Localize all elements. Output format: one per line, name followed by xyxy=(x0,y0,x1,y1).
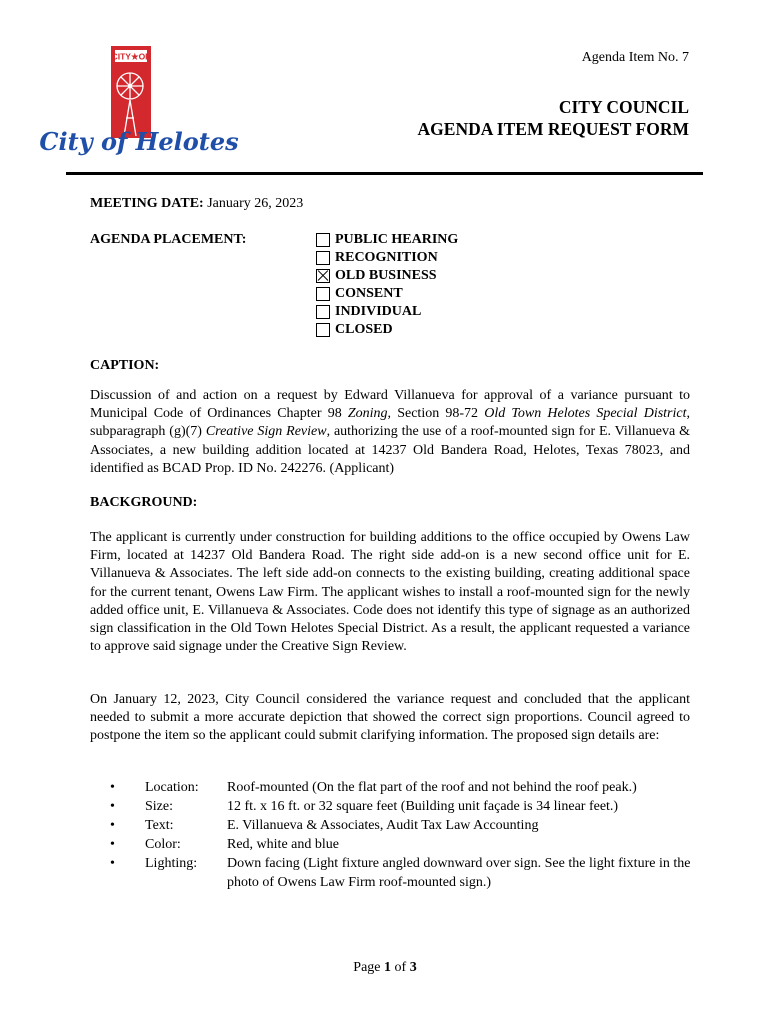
sign-details-list xyxy=(110,778,710,892)
checkbox-individual[interactable] xyxy=(316,305,330,319)
option-label: INDIVIDUAL xyxy=(335,304,422,319)
checkbox-closed[interactable] xyxy=(316,323,330,337)
logo-wordmark: City of Helotes xyxy=(39,127,239,156)
header-divider xyxy=(66,172,703,175)
list-item xyxy=(110,778,710,797)
checkbox-consent[interactable] xyxy=(316,287,330,301)
bullet-icon: • xyxy=(110,818,115,833)
checkbox-old-business[interactable] xyxy=(316,269,330,283)
caption-text xyxy=(90,387,690,478)
agenda-item-number: Agenda Item No. 7 xyxy=(581,50,689,65)
list-item xyxy=(110,797,710,816)
title-line-1: CITY COUNCIL xyxy=(558,97,689,117)
option-label: RECOGNITION xyxy=(335,250,438,265)
caption-text-part: , authorizing the use of a roof-mounted sign for E. Villanueva & Associates, a new building addition located at 14237 Old Bandera Road, Helotes, Texas 78023, and identified as BCAD Prop. ID No. 242276. (Applicant) xyxy=(90,424,690,476)
caption-text-part: , Section 98-72 xyxy=(387,406,485,422)
option-label: OLD BUSINESS xyxy=(335,268,437,283)
page-total: 3 xyxy=(409,960,417,975)
agenda-placement-options xyxy=(316,231,458,339)
page-mid: of xyxy=(391,960,410,975)
form-title xyxy=(418,96,689,140)
option-label: CONSENT xyxy=(335,286,403,301)
caption-heading: CAPTION: xyxy=(90,358,160,373)
bullet-icon: • xyxy=(110,856,115,871)
detail-label: Location: xyxy=(145,780,199,795)
checkbox-recognition[interactable] xyxy=(316,251,330,265)
option-consent[interactable] xyxy=(316,285,458,303)
detail-label: Size: xyxy=(145,799,173,814)
page-footer xyxy=(0,960,770,976)
detail-label: Lighting: xyxy=(145,856,198,871)
caption-italic: Zoning xyxy=(347,406,388,422)
detail-value: Down facing (Light fixture angled downward over sign. See the light fixture in the photo of Owens Law Firm roof-mounted sign.) xyxy=(227,856,691,890)
option-individual[interactable] xyxy=(316,303,458,321)
meeting-date-label: MEETING DATE: xyxy=(90,196,204,211)
list-item xyxy=(110,854,710,892)
page-number: 1 xyxy=(384,960,392,975)
caption-text-part: Discussion of and action on a request by Edward Villanueva for approval of a variance pursuant to Municipal Code of Ordinances Chapter 98 xyxy=(90,388,690,422)
background-heading: BACKGROUND: xyxy=(90,495,198,510)
option-label: PUBLIC HEARING xyxy=(335,232,459,247)
caption-italic: Creative Sign Review xyxy=(205,424,327,440)
option-label: CLOSED xyxy=(335,322,393,337)
option-closed[interactable] xyxy=(316,321,458,339)
meeting-date-value: January 26, 2023 xyxy=(207,196,304,211)
list-item xyxy=(110,816,710,835)
background-paragraph-1: The applicant is currently under construction for building additions to the office occupied by Owens Law Firm, located at 14237 Old Bandera Road. The right side add-on is a new second office unit for E. Villanueva & Associates. The left side add-on connects to the existing building, creating additional space for the current tenant, Owens Law Firm. The applicant wishes to install a roof-mounted sign for the newly added office unit, E. Villanueva & Associates. Code does not identify this type of signage as an authorized sign classification in the Old Town Helotes Special District. As a result, the applicant requested a variance to approve said signage under the Creative Sign Review. xyxy=(90,530,690,655)
meeting-date xyxy=(90,195,303,213)
bullet-icon: • xyxy=(110,837,115,852)
detail-value: 12 ft. x 16 ft. or 32 square feet (Building unit façade is 34 linear feet.) xyxy=(227,799,619,814)
svg-text:CITY★OF: CITY★OF xyxy=(111,51,151,62)
caption-text-part: , subparagraph (g)(7) xyxy=(90,406,690,440)
checkbox-public-hearing[interactable] xyxy=(316,233,330,247)
caption-italic: Old Town Helotes Special District xyxy=(484,406,687,422)
detail-label: Color: xyxy=(145,837,181,852)
bullet-icon: • xyxy=(110,799,115,814)
detail-value: E. Villanueva & Associates, Audit Tax Law Accounting xyxy=(227,818,539,833)
detail-label: Text: xyxy=(145,818,174,833)
city-logo xyxy=(39,46,239,164)
bullet-icon: • xyxy=(110,780,115,795)
list-item xyxy=(110,835,710,854)
option-public-hearing[interactable] xyxy=(316,231,458,249)
agenda-placement-label: AGENDA PLACEMENT: xyxy=(90,232,247,247)
option-recognition[interactable] xyxy=(316,249,458,267)
option-old-business[interactable] xyxy=(316,267,458,285)
title-line-2: AGENDA ITEM REQUEST FORM xyxy=(417,119,689,139)
detail-value: Red, white and blue xyxy=(227,837,339,852)
background-paragraph-2: On January 12, 2023, City Council considered the variance request and concluded that the applicant needed to submit a more accurate depiction that showed the correct sign proportions. Council agreed to postpone the item so the applicant could submit clarifying information. The proposed sign details are: xyxy=(90,692,690,744)
page-prefix: Page xyxy=(353,960,385,975)
detail-value: Roof-mounted (On the flat part of the roof and not behind the roof peak.) xyxy=(227,780,637,795)
